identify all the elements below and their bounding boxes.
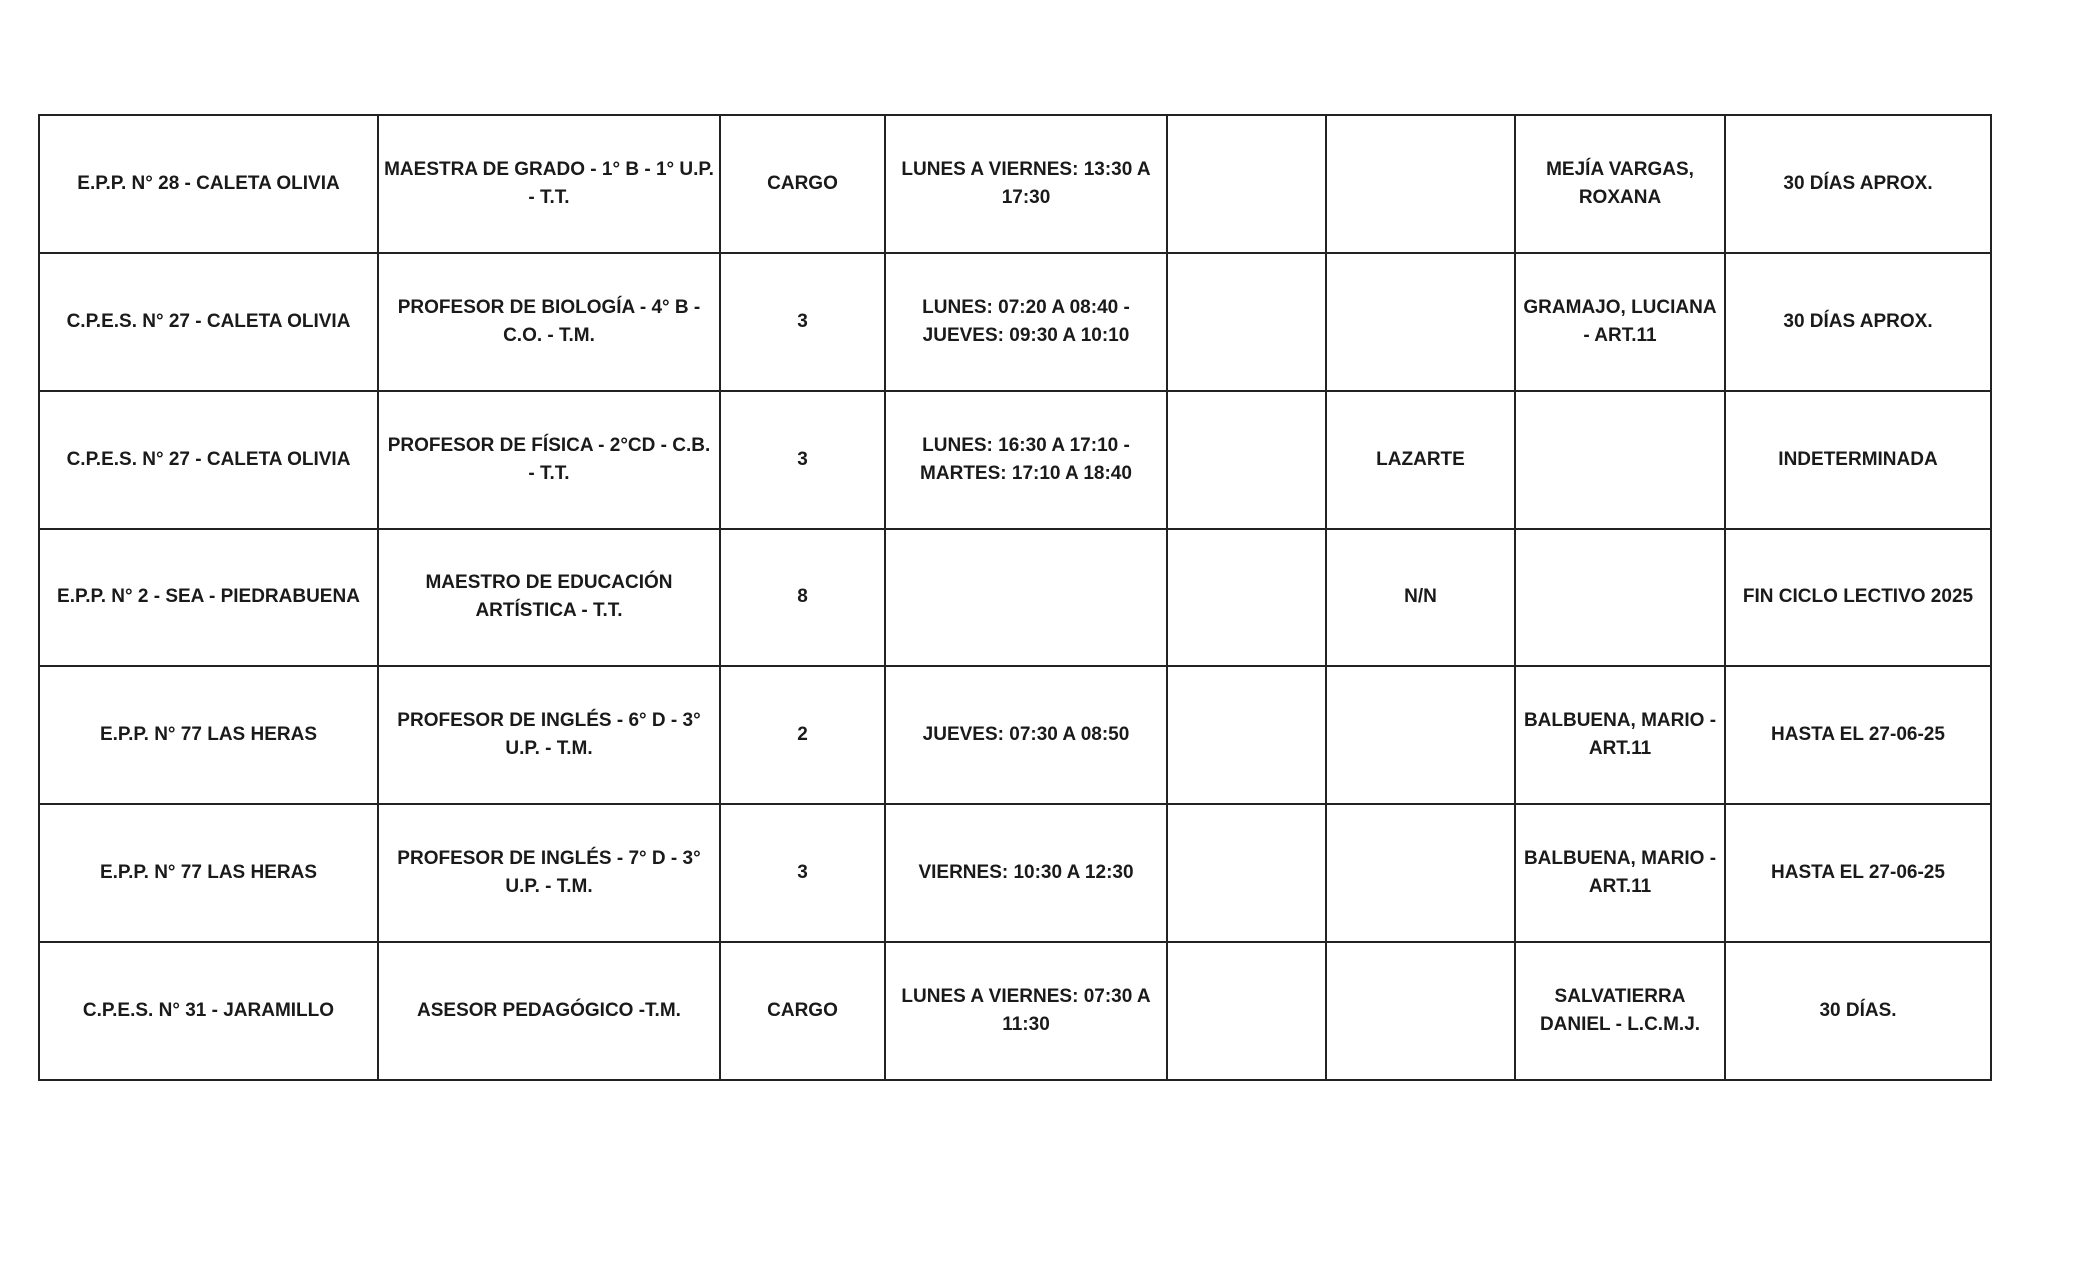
table-row bbox=[39, 115, 1991, 253]
schedule-cell: LUNES: 07:20 A 08:40 - JUEVES: 09:30 A 10:10 bbox=[885, 253, 1167, 391]
replacement-cell: N/N bbox=[1326, 529, 1515, 667]
school-cell: E.P.P. N° 77 LAS HERAS bbox=[39, 804, 378, 942]
hours-cell: 2 bbox=[720, 666, 885, 804]
duration-cell: 30 DÍAS APROX. bbox=[1725, 253, 1991, 391]
blank-cell bbox=[1167, 942, 1326, 1080]
schedule-cell: JUEVES: 07:30 A 08:50 bbox=[885, 666, 1167, 804]
holder-cell: GRAMAJO, LUCIANA - ART.11 bbox=[1515, 253, 1725, 391]
position-cell: MAESTRO DE EDUCACIÓN ARTÍSTICA - T.T. bbox=[378, 529, 720, 667]
replacement-cell bbox=[1326, 804, 1515, 942]
position-cell: MAESTRA DE GRADO - 1° B - 1° U.P. - T.T. bbox=[378, 115, 720, 253]
blank-cell bbox=[1167, 253, 1326, 391]
table-row bbox=[39, 942, 1991, 1080]
holder-cell: BALBUENA, MARIO - ART.11 bbox=[1515, 804, 1725, 942]
table-row bbox=[39, 529, 1991, 667]
table-row bbox=[39, 391, 1991, 529]
hours-cell: 3 bbox=[720, 804, 885, 942]
blank-cell bbox=[1167, 391, 1326, 529]
duration-cell: 30 DÍAS. bbox=[1725, 942, 1991, 1080]
position-cell: ASESOR PEDAGÓGICO -T.M. bbox=[378, 942, 720, 1080]
replacement-cell: LAZARTE bbox=[1326, 391, 1515, 529]
table-row bbox=[39, 804, 1991, 942]
replacement-cell bbox=[1326, 942, 1515, 1080]
schedule-cell: LUNES: 16:30 A 17:10 - MARTES: 17:10 A 18:40 bbox=[885, 391, 1167, 529]
hours-cell: CARGO bbox=[720, 115, 885, 253]
schedule-cell bbox=[885, 529, 1167, 667]
hours-cell: 8 bbox=[720, 529, 885, 667]
school-cell: E.P.P. N° 28 - CALETA OLIVIA bbox=[39, 115, 378, 253]
hours-cell: 3 bbox=[720, 391, 885, 529]
table-row bbox=[39, 253, 1991, 391]
replacement-cell bbox=[1326, 115, 1515, 253]
duration-cell: 30 DÍAS APROX. bbox=[1725, 115, 1991, 253]
duration-cell: FIN CICLO LECTIVO 2025 bbox=[1725, 529, 1991, 667]
school-cell: C.P.E.S. N° 31 - JARAMILLO bbox=[39, 942, 378, 1080]
table-row bbox=[39, 666, 1991, 804]
vacancies-table bbox=[38, 114, 1992, 1081]
replacement-cell bbox=[1326, 666, 1515, 804]
replacement-cell bbox=[1326, 253, 1515, 391]
holder-cell bbox=[1515, 391, 1725, 529]
school-cell: E.P.P. N° 2 - SEA - PIEDRABUENA bbox=[39, 529, 378, 667]
position-cell: PROFESOR DE INGLÉS - 6° D - 3° U.P. - T.M. bbox=[378, 666, 720, 804]
holder-cell: MEJÍA VARGAS, ROXANA bbox=[1515, 115, 1725, 253]
holder-cell: SALVATIERRA DANIEL - L.C.M.J. bbox=[1515, 942, 1725, 1080]
blank-cell bbox=[1167, 666, 1326, 804]
blank-cell bbox=[1167, 804, 1326, 942]
hours-cell: CARGO bbox=[720, 942, 885, 1080]
table-body bbox=[39, 115, 1991, 1080]
school-cell: E.P.P. N° 77 LAS HERAS bbox=[39, 666, 378, 804]
position-cell: PROFESOR DE FÍSICA - 2°CD - C.B. - T.T. bbox=[378, 391, 720, 529]
hours-cell: 3 bbox=[720, 253, 885, 391]
duration-cell: HASTA EL 27-06-25 bbox=[1725, 804, 1991, 942]
holder-cell: BALBUENA, MARIO - ART.11 bbox=[1515, 666, 1725, 804]
blank-cell bbox=[1167, 115, 1326, 253]
schedule-cell: LUNES A VIERNES: 07:30 A 11:30 bbox=[885, 942, 1167, 1080]
position-cell: PROFESOR DE BIOLOGÍA - 4° B - C.O. - T.M. bbox=[378, 253, 720, 391]
schedule-cell: LUNES A VIERNES: 13:30 A 17:30 bbox=[885, 115, 1167, 253]
school-cell: C.P.E.S. N° 27 - CALETA OLIVIA bbox=[39, 253, 378, 391]
duration-cell: INDETERMINADA bbox=[1725, 391, 1991, 529]
schedule-cell: VIERNES: 10:30 A 12:30 bbox=[885, 804, 1167, 942]
position-cell: PROFESOR DE INGLÉS - 7° D - 3° U.P. - T.M. bbox=[378, 804, 720, 942]
school-cell: C.P.E.S. N° 27 - CALETA OLIVIA bbox=[39, 391, 378, 529]
holder-cell bbox=[1515, 529, 1725, 667]
duration-cell: HASTA EL 27-06-25 bbox=[1725, 666, 1991, 804]
blank-cell bbox=[1167, 529, 1326, 667]
